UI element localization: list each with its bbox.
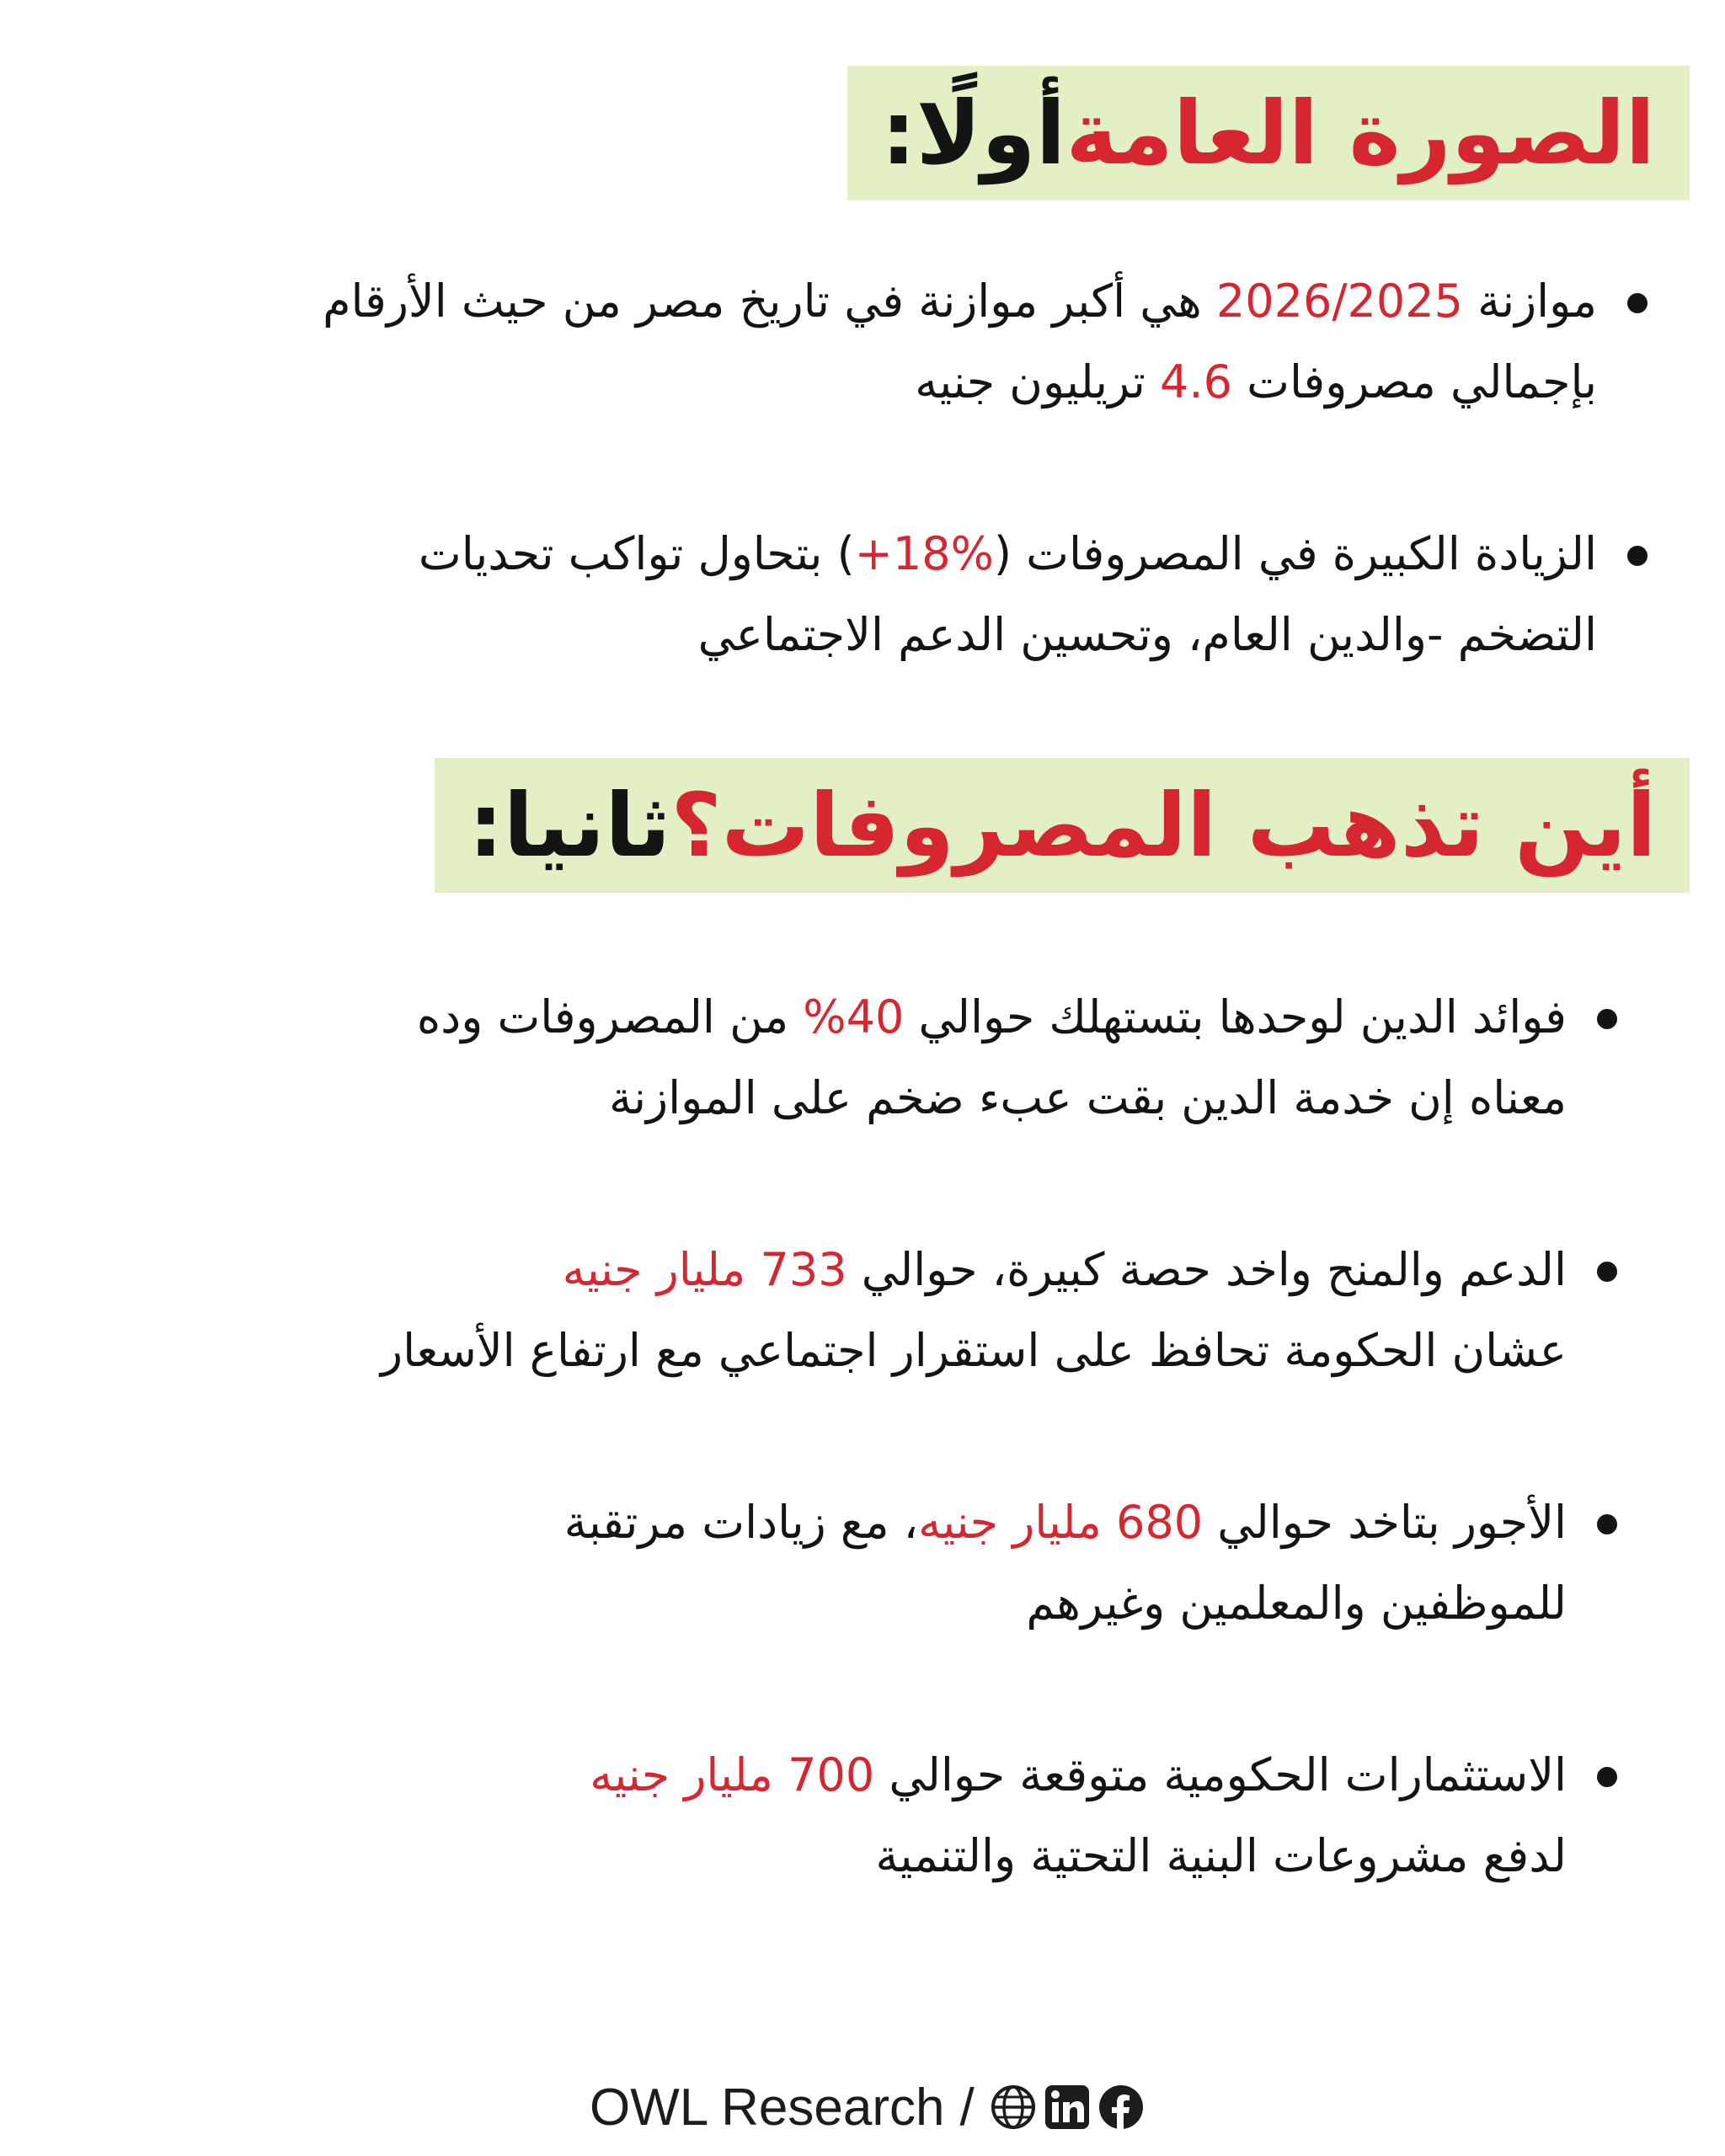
bullet-dot-icon: [1627, 293, 1648, 313]
bullet-text: ، مع زيادات مرتقبة: [563, 1496, 919, 1549]
section-1-heading-prefix: أولًا:: [881, 82, 1066, 184]
bullet-line: [118, 1058, 1567, 1139]
bullet-text: لدفع مشروعات البنية التحتية والتنمية: [875, 1829, 1567, 1882]
bullet-item: [118, 1482, 1617, 1644]
section-2-heading-prefix: ثانيا:: [468, 774, 671, 877]
footer: [590, 2073, 1151, 2141]
bullet-text: ) بتحاول تواكب تحديات: [418, 527, 855, 580]
bullet-dot-icon: [1597, 1262, 1617, 1282]
bullet-line: [165, 514, 1597, 595]
bullet-line: [165, 261, 1597, 342]
bullet-text: تريليون جنيه: [915, 355, 1161, 408]
section-1-heading-title: الصورة العامة: [1065, 82, 1656, 184]
bullet-line: [118, 977, 1567, 1058]
bullet-item: [118, 1735, 1617, 1897]
section-2-heading-title: أين تذهب المصروفات؟: [670, 774, 1657, 877]
bullet-text: بإجمالي مصروفات: [1231, 355, 1597, 408]
bullet-text: معناه إن خدمة الدين بقت عبء ضخم على الموازنة: [609, 1071, 1567, 1124]
bullet-text: فوائد الدين لوحدها بتستهلك حوالي: [904, 990, 1567, 1043]
bullet-highlight: 4.6: [1160, 355, 1232, 408]
bullet-text: هي أكبر موازنة في تاريخ مصر من حيث الأرقام: [323, 275, 1216, 328]
bullet-line: [118, 1735, 1567, 1816]
footer-brand: OWL Research: [590, 2078, 945, 2137]
bullet-highlight: 2026/2025: [1215, 275, 1463, 328]
bullet-text: الزيادة الكبيرة في المصروفات (: [993, 527, 1597, 580]
bullet-dot-icon: [1597, 1009, 1617, 1029]
footer-separator: /: [959, 2078, 975, 2137]
bullet-highlight: +18%: [854, 527, 994, 580]
section-1-heading: [847, 66, 1690, 200]
bullet-text: موازنة: [1462, 275, 1597, 328]
bullet-line: [118, 1482, 1567, 1563]
bullet-text: من المصروفات وده: [416, 990, 804, 1043]
linkedin-icon[interactable]: [1044, 2084, 1091, 2131]
bullet-line: [165, 342, 1597, 423]
bullet-item: [165, 261, 1648, 423]
bullet-highlight: 680 مليار جنيه: [918, 1496, 1204, 1549]
bullet-highlight: 733 مليار جنيه: [562, 1243, 847, 1296]
bullet-item: [165, 514, 1648, 675]
section-1-bullet-list: [165, 261, 1648, 766]
bullet-line: [118, 1563, 1567, 1644]
bullet-text: الأجور بتاخد حوالي: [1203, 1496, 1567, 1549]
bullet-item: [118, 1230, 1617, 1391]
bullet-text: عشان الحكومة تحافظ على استقرار اجتماعي مع ارتفاع الأسعار: [381, 1324, 1567, 1377]
bullet-line: [118, 1310, 1567, 1391]
bullet-text: للموظفين والمعلمين وغيرهم: [1026, 1577, 1567, 1630]
bullet-item: [118, 977, 1617, 1139]
bullet-text: التضخم -والدين العام، وتحسين الدعم الاجتماعي: [697, 608, 1597, 661]
bullet-line: [118, 1230, 1567, 1310]
globe-icon[interactable]: [990, 2084, 1037, 2131]
bullet-line: [118, 1816, 1567, 1897]
bullet-text: الاستثمارات الحكومية متوقعة حوالي: [874, 1748, 1567, 1801]
bullet-text: الدعم والمنح واخد حصة كبيرة، حوالي: [846, 1243, 1567, 1296]
facebook-icon[interactable]: [1097, 2084, 1145, 2131]
bullet-highlight: 40%: [803, 990, 905, 1043]
section-2-bullet-list: [118, 977, 1617, 1988]
section-2-heading: [435, 758, 1690, 893]
bullet-line: [165, 595, 1597, 675]
bullet-dot-icon: [1597, 1514, 1617, 1534]
bullet-dot-icon: [1627, 546, 1648, 566]
bullet-dot-icon: [1597, 1767, 1617, 1787]
bullet-highlight: 700 مليار جنيه: [590, 1748, 875, 1801]
